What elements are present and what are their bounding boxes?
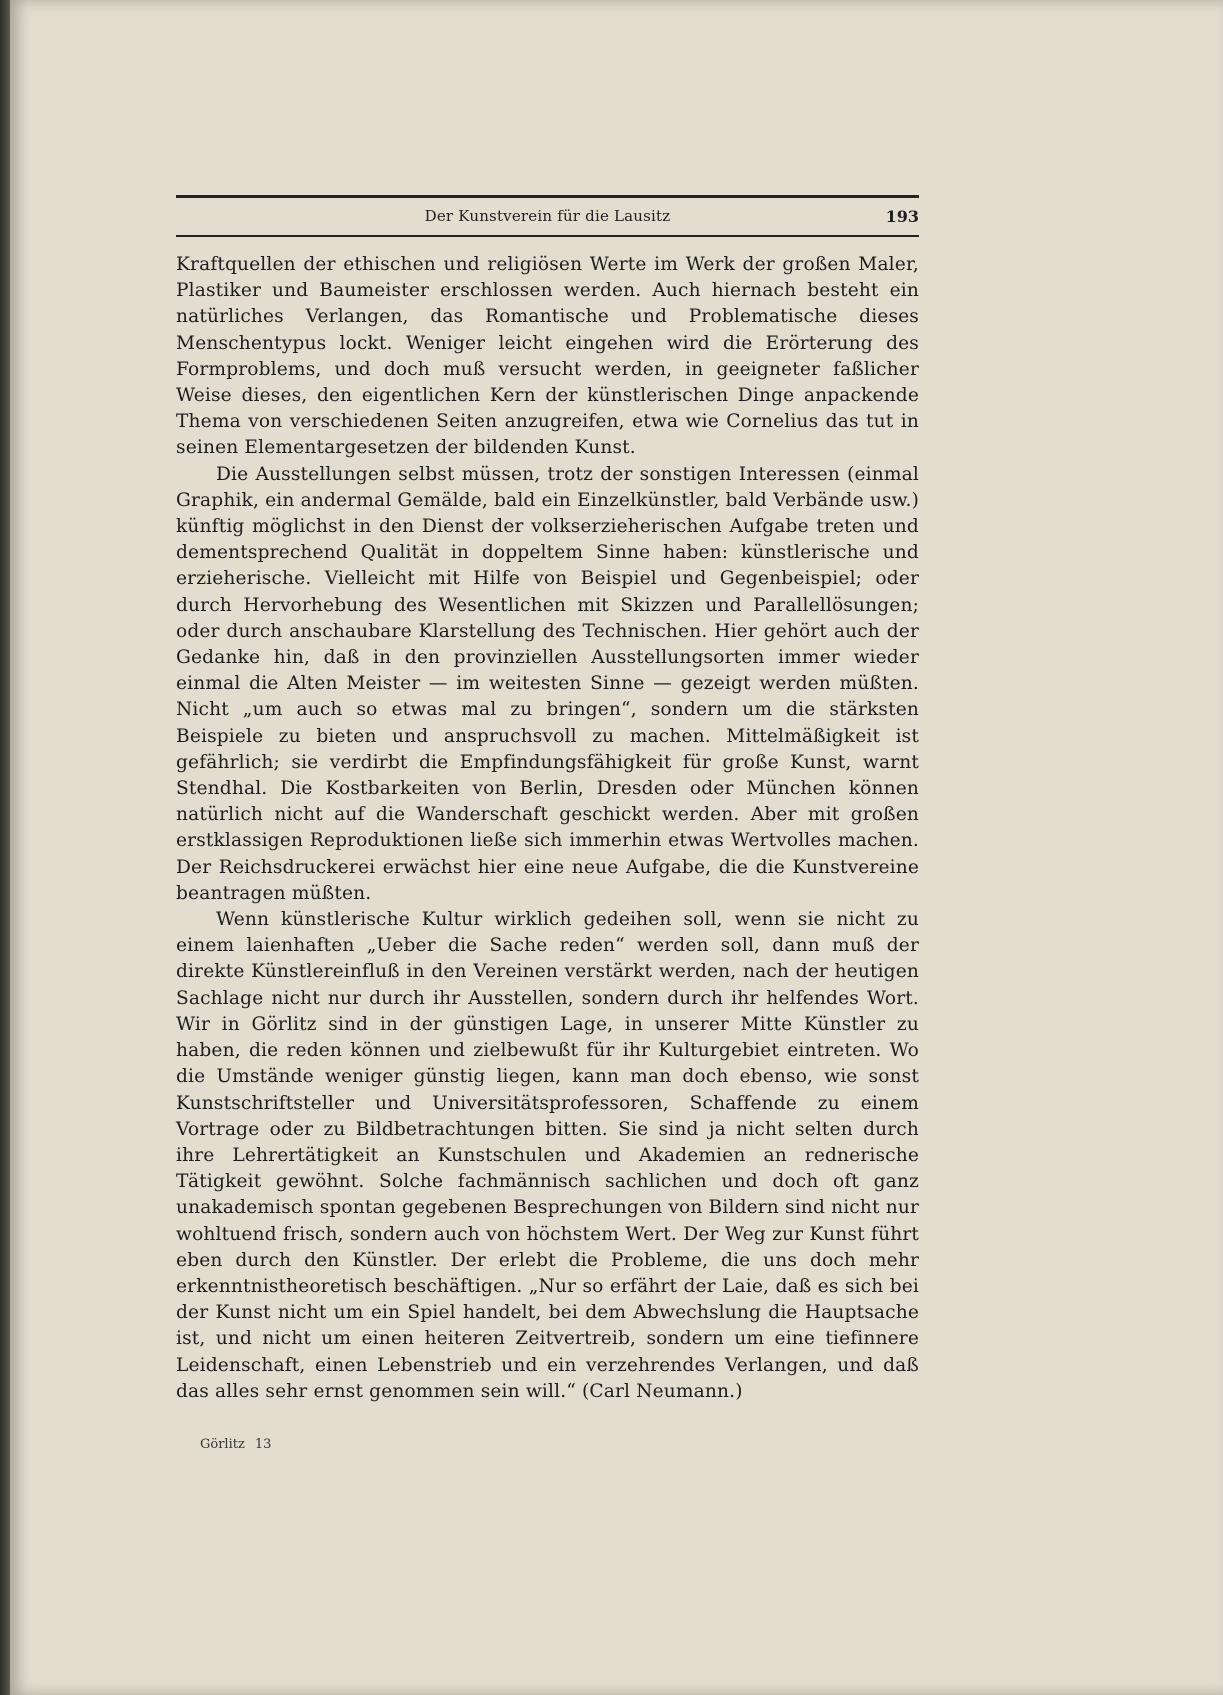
signature-number: 13	[254, 1437, 272, 1452]
header-bottom-rule	[176, 235, 919, 237]
paragraph-3: Wenn künstlerische Kultur wirklich gedeihen soll, wenn sie nicht zu einem laienhaften „Ueber die Sache reden“ werden soll, dann muß der direkte Künstlereinfluß in den Vereinen verstärkt werden, nach der heutigen Sachlage nicht nur durch ihr Ausstellen, sondern durch ihr helfendes Wort. Wir in Görlitz sind in der günstigen Lage, in unserer Mitte Künstler zu haben, die reden können und zielbewußt für ihr Kulturgebiet eintreten. Wo die Umstände weniger günstig liegen, kann man doch ebenso, wie sonst Kunstschriftsteller und Universitätsprofessoren, Schaffende zu einem Vortrage oder zu Bildbetrachtungen bitten. Sie sind ja nicht selten durch ihre Lehrertätigkeit an Kunstschulen und Akademien an rednerische Tätigkeit gewöhnt. Solche fachmännisch sachlichen und doch oft ganz unakademisch spontan gegebenen Besprechungen von Bildern sind nicht nur wohltuend frisch, sondern auch von höchstem Wert. Der Weg zur Kunst führt eben durch den Künstler. Der erlebt die Probleme, die uns doch mehr erkenntnistheoretisch beschäftigen. „Nur so erfährt der Laie, daß es sich bei der Kunst nicht um ein Spiel handelt, bei dem Abwechslung die Hauptsache ist, und nicht um einen heiteren Zeitvertreib, sondern um eine tiefinnere Leidenschaft, einen Lebenstrieb und ein verzehrendes Verlangen, und daß das alles sehr ernst genommen sein will.“ (Carl Neumann.)	[176, 909, 919, 1402]
running-title: Der Kunstverein für die Lausitz	[424, 207, 671, 225]
paragraph-1: Kraftquellen der ethischen und religiösen Werte im Werk der großen Maler, Plastiker und Baumeister erschlossen werden. Auch hiernach besteht ein natürliches Verlangen, das Romantische und Problematische dieses Menschentypus lockt. Weniger leicht eingehen wird die Erörterung des Formproblems, und doch muß versucht werden, in geeigneter faßlicher Weise dieses, den eigentlichen Kern der künstlerischen Dinge anpackende Thema von verschiedenen Seiten anzugreifen, etwa wie Cornelius das tut in seinen Elementargesetzen der bildenden Kunst.	[176, 254, 919, 459]
paragraph-2: Die Ausstellungen selbst müssen, trotz der sonstigen Interessen (einmal Graphik, ein andermal Gemälde, bald ein Einzelkünstler, bald Verbände usw.) künftig möglichst in den Dienst der volkserzieherischen Aufgabe treten und dementsprechend Qualität in doppeltem Sinne haben: künstlerische und erzieherische. Vielleicht mit Hilfe von Beispiel und Gegenbeispiel; oder durch Hervorhebung des Wesentlichen mit Skizzen und Parallellösungen; oder durch anschaubare Klarstellung des Technischen. Hier gehört auch der Gedanke hin, daß in den provinziellen Ausstellungsorten immer wieder einmal die Alten Meister — im weitesten Sinne — gezeigt werden müßten. Nicht „um auch so etwas mal zu bringen“, sondern um die stärksten Beispiele zu bieten und anspruchsvoll zu machen. Mittelmäßigkeit ist gefährlich; sie verdirbt die Empfindungsfähigkeit für große Kunst, warnt Stendhal. Die Kostbarkeiten von Berlin, Dresden oder München können natürlich nicht auf die Wanderschaft geschickt werden. Aber mit großen erstklassigen Reproduktionen ließe sich immerhin etwas Wertvolles machen. Der Reichsdruckerei erwächst hier eine neue Aufgabe, die die Kunstvereine beantragen müßten.	[176, 463, 919, 904]
signature-label: Görlitz	[200, 1437, 245, 1452]
header-top-rule	[176, 195, 919, 198]
running-header	[176, 205, 919, 231]
page-number: 193	[885, 207, 919, 226]
body-text	[176, 252, 919, 1405]
printer-signature	[200, 1437, 271, 1452]
